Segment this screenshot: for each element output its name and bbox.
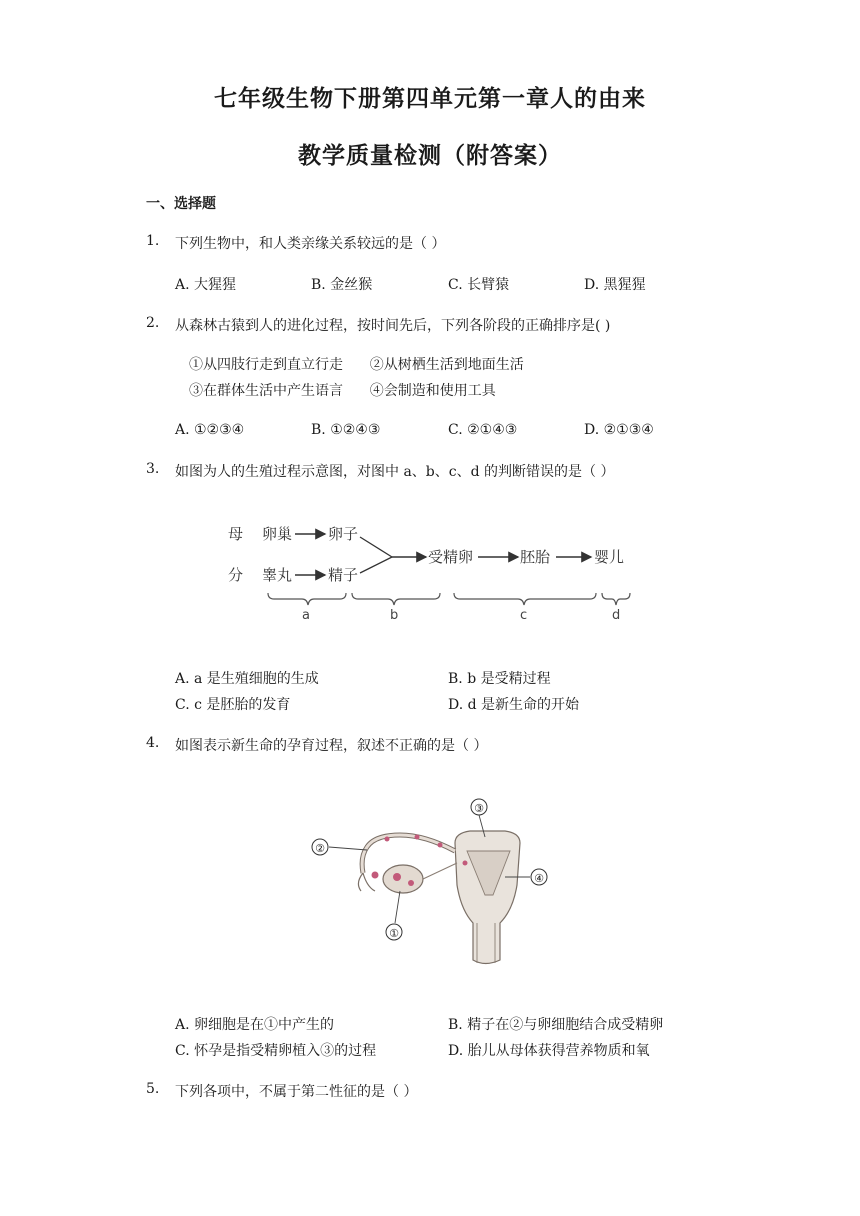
label-father: 分 — [228, 566, 244, 584]
brace-b — [352, 593, 440, 605]
label-3: ③ — [474, 802, 484, 815]
label-1: ① — [389, 927, 399, 940]
zygote-dot — [463, 861, 468, 866]
question-number: 2. — [146, 315, 160, 331]
option-d: D. d 是新生命的开始 — [448, 697, 580, 713]
question-text: 下列各项中，不属于第二性征的是（ ） — [175, 1084, 418, 1100]
egg-cell — [393, 873, 401, 881]
statement-line-1: ①从四肢行走到直立行走 ②从树栖生活到地面生活 — [189, 357, 524, 373]
label-c: c — [520, 608, 528, 623]
option-a: A. ①②③④ — [175, 422, 245, 438]
label-baby: 婴儿 — [594, 548, 625, 566]
question-number: 5. — [146, 1081, 160, 1097]
zygote-dot — [438, 843, 443, 848]
callout-1 — [395, 891, 400, 923]
question-text: 从森林古猿到人的进化过程，按时间先后，下列各阶段的正确排序是( ) — [175, 318, 611, 334]
page-subtitle: 教学质量检测（附答案） — [298, 143, 562, 169]
question-number: 4. — [146, 735, 160, 751]
ligament — [423, 863, 457, 879]
option-b: B. ①②④③ — [311, 422, 381, 438]
label-d: d — [612, 608, 621, 623]
label-egg: 卵子 — [328, 525, 359, 543]
option-c: C. ②①④③ — [448, 422, 518, 438]
zygote-dot — [415, 835, 420, 840]
brace-c — [454, 593, 596, 605]
option-c: C. 怀孕是指受精卵植入③的过程 — [175, 1043, 377, 1059]
label-4: ④ — [534, 872, 544, 885]
zygote-dot — [385, 837, 390, 842]
question-text: 下列生物中，和人类亲缘关系较远的是（ ） — [175, 236, 446, 252]
option-c: C. 长臂猿 — [448, 277, 510, 293]
label-embryo: 胚胎 — [520, 548, 551, 566]
label-testis: 睾丸 — [262, 566, 293, 584]
option-b: B. 精子在②与卵细胞结合成受精卵 — [448, 1017, 664, 1033]
label-ovary: 卵巢 — [262, 525, 293, 543]
option-a: A. a 是生殖细胞的生成 — [175, 671, 319, 687]
connector — [360, 537, 392, 557]
option-b: B. b 是受精过程 — [448, 671, 551, 687]
brace-a — [268, 593, 346, 605]
option-b: B. 金丝猴 — [311, 277, 373, 293]
statement-line-2: ③在群体生活中产生语言 ④会制造和使用工具 — [189, 383, 496, 399]
question-text: 如图表示新生命的孕育过程，叙述不正确的是（ ） — [175, 738, 488, 754]
label-sperm: 精子 — [328, 566, 359, 584]
label-b: b — [390, 608, 399, 623]
question-number: 1. — [146, 233, 160, 249]
label-a: a — [302, 608, 310, 623]
page-title: 七年级生物下册第四单元第一章人的由来 — [214, 86, 646, 112]
ovary — [383, 865, 423, 893]
label-2: ② — [315, 842, 325, 855]
option-d: D. 胎儿从母体获得营养物质和氧 — [448, 1043, 650, 1059]
option-d: D. 黑猩猩 — [584, 277, 646, 293]
label-zygote: 受精卵 — [428, 548, 474, 566]
egg-cell — [408, 880, 414, 886]
brace-d — [602, 593, 630, 605]
option-a: A. 大猩猩 — [175, 277, 237, 293]
reproduction-process-diagram — [222, 515, 642, 630]
question-number: 3. — [146, 461, 160, 477]
label-mother: 母 — [228, 525, 244, 543]
option-c: C. c 是胚胎的发育 — [175, 697, 291, 713]
female-reproductive-system-diagram — [305, 795, 555, 975]
connector — [360, 557, 392, 573]
option-a: A. 卵细胞是在①中产生的 — [175, 1017, 335, 1033]
question-text: 如图为人的生殖过程示意图，对图中 a、b、c、d 的判断错误的是（ ） — [175, 464, 615, 480]
callout-2 — [329, 847, 367, 850]
egg-cell — [372, 872, 379, 879]
section-heading: 一、选择题 — [146, 196, 216, 212]
option-d: D. ②①③④ — [584, 422, 654, 438]
